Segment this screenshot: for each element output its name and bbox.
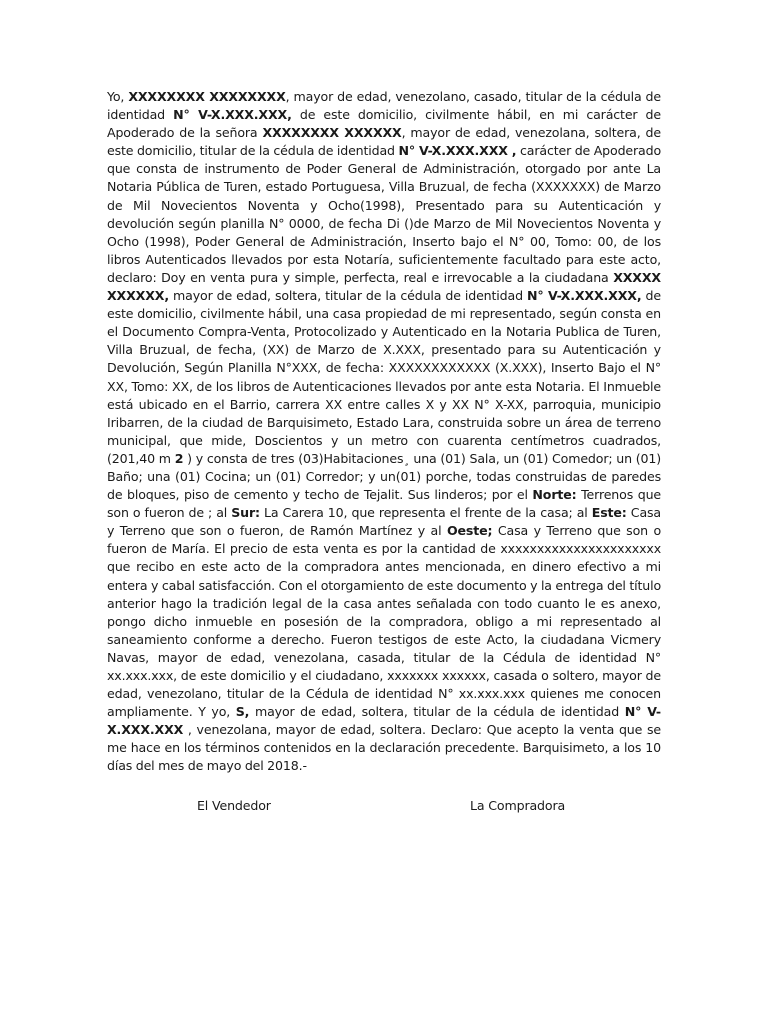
text-run: de este domicilio, civilmente hábil, en mi carácter de Apoderado de la señora [107, 107, 661, 141]
bold-text-run: Oeste; [446, 523, 493, 539]
text-run: Casa y Terreno que son o fueron de María. El precio de esta venta es por la cantidad de xxxxxxxxxxxxxxxxxxxxxx que recibo en este acto de la compradora antes mencionada, en dinero efectivo a mi entera y cabal satisfacción. Con el otorgamiento de este documento y la entrega del título anterior hago la tradición legal de la casa antes señalada con todo cuanto le es anexo, pongo dicho inmueble en posesión de la compradora, obligo a mi representado al saneamiento conforme a derecho. Fueron testigos de este Acto, la ciudadana Vicmery Navas, mayor de edad, venezolana, casada, titular de la Cédula de identidad N° xx.xxx.xxx, de este domicilio y el ciudadano, xxxxxxx xxxxxx, casada o soltero, mayor de edad, venezolano, titular de la Cédula de identidad N° xx.xxx.xxx quienes me conocen ampliamente. Y yo, [107, 523, 661, 720]
text-run: mayor de edad, soltera, titular de la cédula de identidad [249, 704, 625, 720]
bold-text-run: N° V-X.XXX.XXX, [526, 288, 642, 304]
text-run: , mayor de edad, venezolano, casado, titular de la cédula de identidad [107, 89, 661, 123]
buyer-signature-label: La Compradora [470, 798, 566, 813]
bold-text-run: XXXXXXXX XXXXXXXX [128, 89, 286, 104]
text-run: ) y consta de tres (03)Habitaciones¸ una (01) Sala, un (01) Comedor; un (01) Baño; una (01) Cocina; un (01) Corredor; y un(01) porche, todas construidas de paredes de bloques, piso de cemento y techo de Tejalit. Sus linderos; por el [107, 450, 662, 503]
text-run: Yo, [107, 89, 129, 104]
bold-text-run: XXXXXXXX XXXXXX [262, 125, 402, 141]
text-run: Terrenos que son o fueron de ; al [107, 487, 661, 521]
bold-text-run: XXXXX XXXXXX, [107, 269, 661, 304]
bold-text-run: Sur: [231, 505, 260, 521]
bold-text-run: N° V-X.XXX.XXX, [173, 107, 292, 123]
bold-text-run: N° V-X.XXX.XXX [107, 704, 662, 738]
text-run: carácter de Apoderado que consta de instrumento de Poder General de Administración, otorgado por ante La Notaria Pública de Turen, estado Portuguesa, Villa Bruzual, de fecha (XXXXXXX) de Marzo de Mil Novecientos Noventa y Ocho(1998), Presentado para su Autenticación y devolución según planilla N° 0000, de fecha Di ()de Marzo de Mil Novecientos Noventa y Ocho (1998), Poder General de Administración, Inserto bajo el N° 00, Tomo: 00, de los libros Autenticados llevados por esta Notaría, suficientemente facultado para este acto, declaro: Doy en venta pura y simple, perfecta, real e irrevocable a la ciudadana [107, 143, 662, 285]
bold-text-run: N° V-X.XXX.XXX , [398, 143, 517, 159]
bold-text-run: 2 [174, 450, 184, 466]
text-run: , mayor de edad, venezolana, soltera, de este domicilio, titular de la cédula de identidad [107, 125, 661, 159]
text-run: Casa y Terreno que son o fueron, de Ramón Martínez y al [107, 505, 661, 539]
deed-body-paragraph [107, 88, 661, 776]
text-run: , venezolana, mayor de edad, soltera. Declaro: Que acepto la venta que se me hace en los términos contenidos en la declaración precedente. Barquisimeto, a los 10 días del mes de mayo del 2018.- [107, 722, 661, 774]
text-run: La Carera 10, que representa el frente de la casa; al [259, 505, 592, 521]
bold-text-run: Este: [591, 505, 627, 521]
seller-signature-label: El Vendedor [197, 798, 271, 813]
text-run: de este domicilio, civilmente hábil, una casa propiedad de mi representado, según consta en el Documento Compra-Venta, Protocolizado y Autenticado en la Notaria Publica de Turen, Villa Bruzual, de fecha, (XX) de Marzo de X.XXX, presentado para su Autenticación y Devolución, Según Planilla N°XXX, de fecha: XXXXXXXXXXXX (X.XXX), Inserto Bajo el N° XX, Tomo: XX, de los libros de Autenticaciones llevados por ante esta Notaria. El Inmueble está ubicado en el Barrio, carrera XX entre calles X y XX N° X-XX, parroquia, municipio Iribarren, de la ciudad de Barquisimeto, Estado Lara, construida sobre un área de terreno municipal, que mide, Doscientos y un metro con cuarenta centímetros cuadrados, (201,40 m [107, 288, 661, 466]
bold-text-run: S, [235, 704, 250, 720]
text-run: mayor de edad, soltera, titular de la cédula de identidad [169, 288, 527, 304]
bold-text-run: Norte: [532, 487, 577, 503]
